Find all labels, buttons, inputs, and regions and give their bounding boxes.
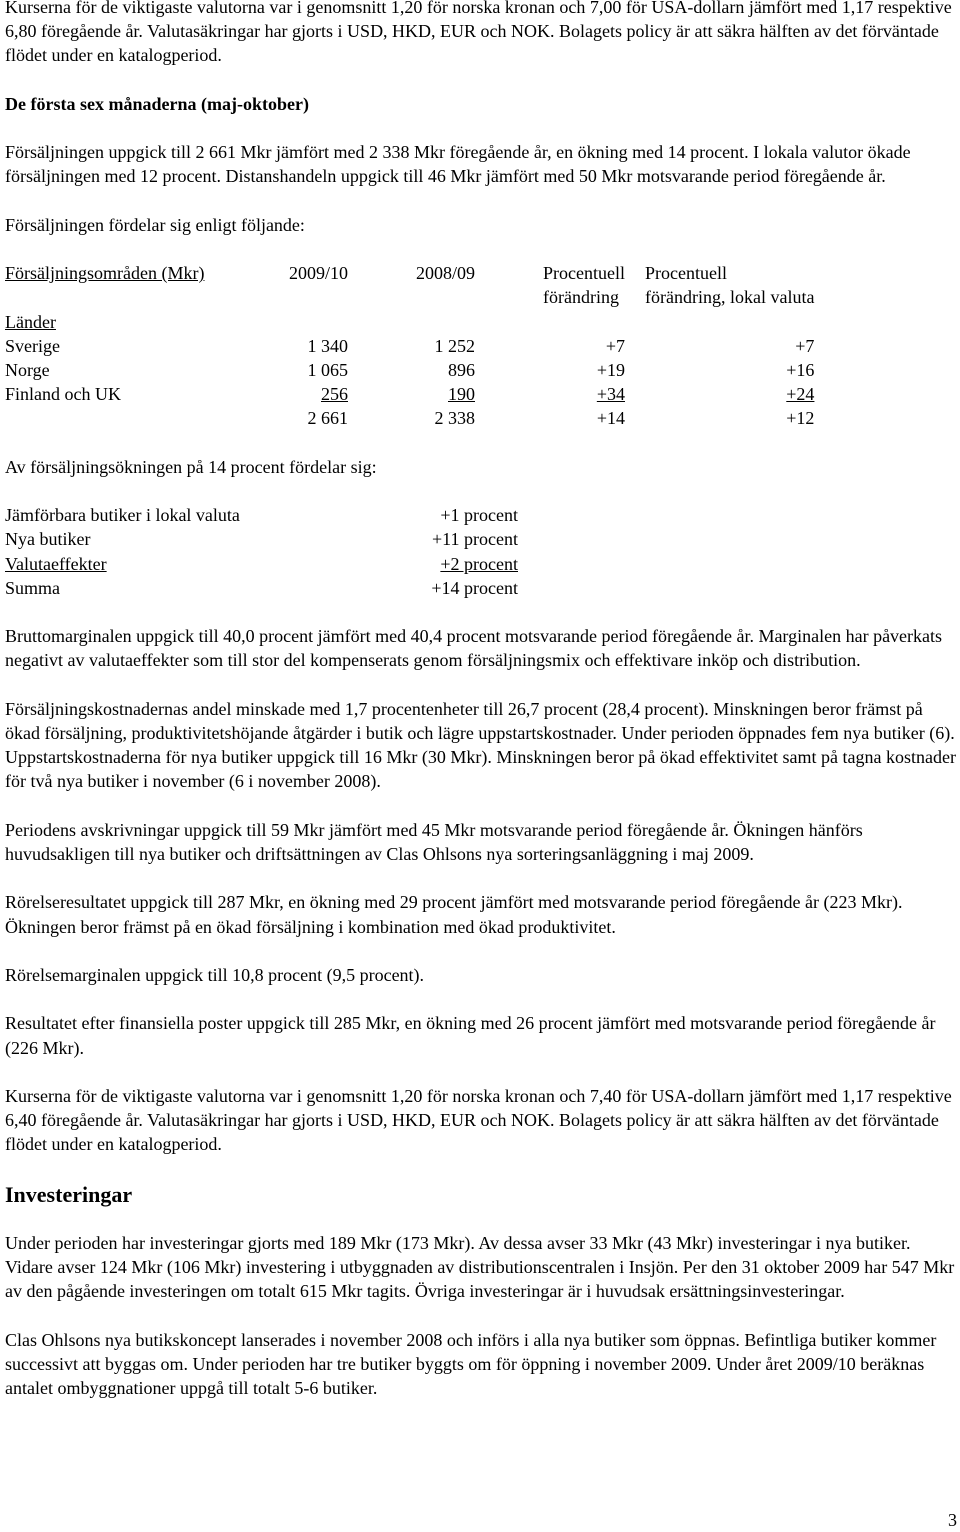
row-y1: 1 065 — [307, 359, 348, 380]
breakdown-table — [5, 503, 518, 600]
currency-period-paragraph: Kurserna för de viktigaste valutorna var i genomsnitt 1,20 för norska kronan och 7,40 för USA-dollarn jämfört med 1,17 respektive 6,40 föregående år. Valutasäkringar har gjorts i USD, HKD, EUR och NOK. Bolagets policy är att säkra hälften av det förväntade flödet under en katalogperiod. — [5, 1085, 952, 1155]
total-pct-local: +12 — [786, 408, 815, 429]
header-pct-local-line1: Procentuell — [644, 263, 727, 284]
breakdown-label: Valutaeffekter — [5, 553, 107, 574]
sales-table-group-row — [5, 310, 814, 334]
breakdown-value: +11 procent — [432, 529, 518, 550]
gross-margin-paragraph: Bruttomarginalen uppgick till 40,0 procent jämfört med 40,4 procent motsvarande period föregående år. Marginalen har påverkats negativt av valutaeffekter som till stor del kompenserats genom försäljningsmix och effektivare inköp och distribution. — [5, 626, 943, 671]
row-pct: +19 — [596, 359, 625, 380]
breakdown-label: Summa — [5, 577, 61, 598]
intro-currency-paragraph: Kurserna för de viktigaste valutorna var i genomsnitt 1,20 för norska kronan och 7,00 för USA-dollarn jämfört med 1,17 respektive 6,80 föregående år. Valutasäkringar har gjorts i USD, HKD, EUR och NOK. Bolagets policy är att säkra hälften av det förväntade flödet under en katalogperiod. — [5, 0, 952, 66]
table-row — [5, 382, 814, 406]
row-pct-local: +16 — [786, 359, 815, 380]
total-y1: 2 661 — [307, 408, 348, 429]
row-area: Norge — [5, 359, 50, 380]
investments-heading: Investeringar — [5, 1181, 133, 1207]
header-area: Försäljningsområden (Mkr) — [5, 263, 205, 284]
list-item — [5, 552, 518, 576]
row-pct: +7 — [605, 335, 625, 356]
header-year2: 2008/09 — [415, 263, 475, 284]
list-item — [5, 503, 518, 527]
page-number: 3 — [948, 1510, 957, 1530]
period-heading: De första sex månaderna (maj-oktober) — [5, 93, 309, 114]
total-y2: 2 338 — [434, 408, 475, 429]
sales-split-intro: Försäljningen fördelar sig enligt följande: — [5, 214, 305, 235]
row-area: Sverige — [5, 335, 60, 356]
row-y2: 896 — [448, 359, 475, 380]
header-pct-local-line2: förändring, lokal valuta — [644, 287, 815, 308]
list-item — [5, 576, 518, 600]
row-pct-local: +7 — [795, 335, 815, 356]
breakdown-intro: Av försäljningsökningen på 14 procent fördelar sig: — [5, 456, 377, 477]
row-y2: 190 — [448, 384, 475, 405]
header-year1: 2009/10 — [288, 263, 348, 284]
sales-paragraph: Försäljningen uppgick till 2 661 Mkr jämfört med 2 338 Mkr föregående år, en ökning med 14 procent. I lokala valutor ökade försäljningen med 12 procent. Distanshandeln uppgick till 46 Mkr jämfört med 50 Mkr motsvarande period föregående år. — [5, 142, 911, 187]
row-pct-local: +24 — [786, 384, 815, 405]
selling-costs-paragraph: Försäljningskostnadernas andel minskade med 1,7 procentenheter till 26,7 procent (28,4 procent). Minskningen beror främst på ökad försäljning, produktivitetshöjande åtgärder i butik och lägre uppstartskostnader. Under perioden öppnades fem nya butiker (6). Uppstartskostnaderna för nya butiker uppgick till 16 Mkr (30 Mkr). Minskningen beror på ökad effektivitet samt på tagna kostnader för två nya butiker i november (6 i november 2008). — [5, 698, 956, 792]
sales-total-row — [5, 406, 814, 430]
breakdown-label: Nya butiker — [5, 529, 91, 550]
operating-margin-paragraph: Rörelsemarginalen uppgick till 10,8 procent (9,5 procent). — [5, 964, 425, 985]
list-item — [5, 527, 518, 551]
row-y1: 256 — [321, 384, 348, 405]
header-pct-local — [625, 261, 814, 309]
result-after-financial-paragraph: Resultatet efter finansiella poster uppgick till 285 Mkr, en ökning med 26 procent jämfört med motsvarande period föregående år (226 Mkr). — [5, 1013, 936, 1058]
row-y1: 1 340 — [307, 335, 348, 356]
store-concept-paragraph: Clas Ohlsons nya butikskoncept lanserades i november 2008 och införs i alla nya butiker som öppnas. Befintliga butiker kommer successivt att byggas om. Under perioden har tre butiker byggts om för öppning i november 2009. Under året 2009/10 beräknas antalet ombyggnationer uppgå till totalt 5-6 butiker. — [5, 1329, 937, 1398]
table-row — [5, 334, 814, 358]
row-y2: 1 252 — [434, 335, 475, 356]
header-pct-line2: förändring — [543, 287, 619, 308]
header-pct — [475, 261, 625, 309]
table-row — [5, 358, 814, 382]
sales-table — [5, 261, 814, 430]
breakdown-value: +14 procent — [431, 577, 518, 598]
breakdown-value: +2 procent — [440, 553, 518, 574]
total-pct: +14 — [596, 408, 625, 429]
breakdown-value: +1 procent — [440, 505, 518, 526]
group-label: Länder — [5, 311, 56, 332]
investments-paragraph: Under perioden har investeringar gjorts med 189 Mkr (173 Mkr). Av dessa avser 33 Mkr (43 Mkr) investeringar i nya butiker. Vidare avser 124 Mkr (106 Mkr) investering i utbyggnaden av distributionscentralen i Insjön. Per den 31 oktober 2009 har 547 Mkr av den pågående investeringen om totalt 615 Mkr tagits. Övriga investeringar är i huvudsak ersättningsinvesteringar. — [5, 1232, 955, 1302]
row-area: Finland och UK — [5, 384, 121, 405]
breakdown-label: Jämförbara butiker i lokal valuta — [5, 505, 240, 526]
header-pct-line1: Procentuell — [543, 263, 625, 284]
row-pct: +34 — [596, 384, 625, 405]
sales-table-header-row — [5, 261, 814, 309]
operating-profit-paragraph: Rörelseresultatet uppgick till 287 Mkr, en ökning med 29 procent jämfört med motsvarande period föregående år (223 Mkr). Ökningen beror främst på en ökad försäljning i kombination med ökad produktivitet. — [5, 892, 903, 937]
document-page — [5, 0, 957, 1424]
depreciation-paragraph: Periodens avskrivningar uppgick till 59 Mkr jämfört med 45 Mkr motsvarande period föregående år. Ökningen hänförs huvudsakligen till nya butiker och driftsättningen av Clas Ohlsons nya sorteringsanläggning i maj 2009. — [5, 819, 863, 864]
